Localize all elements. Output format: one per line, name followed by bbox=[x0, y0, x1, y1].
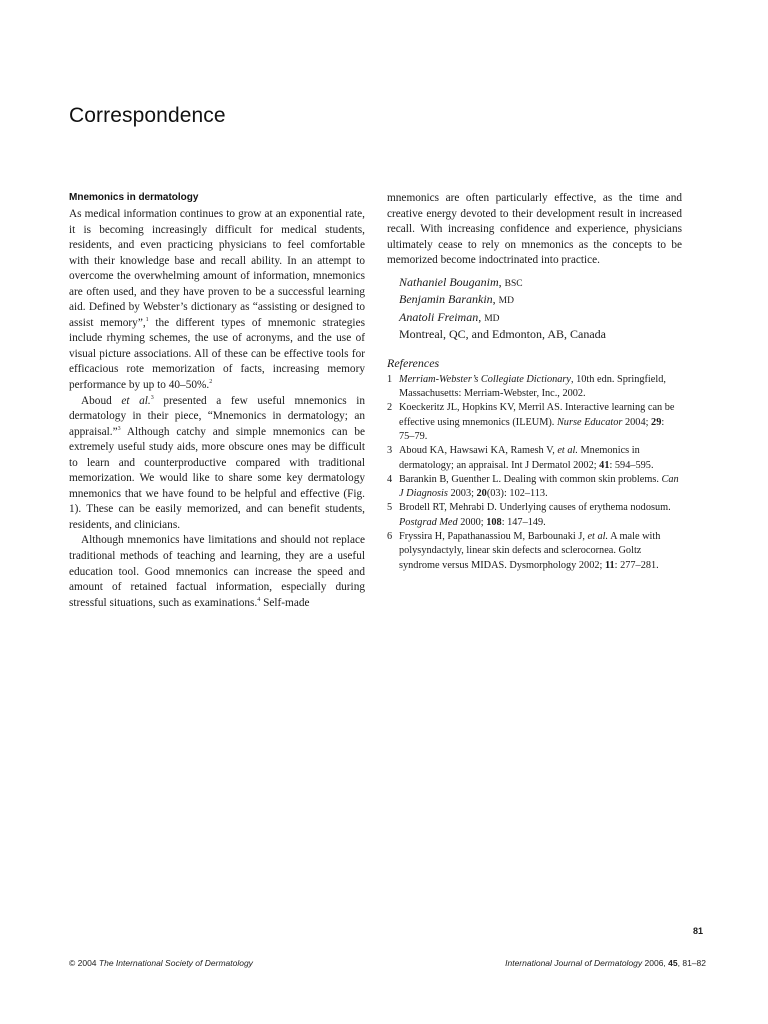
paragraph-3 bbox=[69, 533, 365, 611]
footnote-marker: 3 bbox=[150, 394, 154, 401]
reference-volume: 11 bbox=[604, 559, 615, 571]
reference-text: , 10th edn. Springfield, Massachusetts: Merriam-Webster, Inc., 2002. bbox=[399, 373, 666, 400]
author-degree: MD bbox=[498, 296, 514, 307]
footer-volume: 45 bbox=[668, 958, 678, 968]
footer-text: © 2004 bbox=[69, 958, 99, 968]
references-heading: References bbox=[387, 355, 440, 370]
author-name: Benjamin Barankin bbox=[399, 292, 493, 307]
reference-journal: Merriam-Webster’s Collegiate Dictionary bbox=[399, 373, 571, 385]
paragraph-2-text-c: Although catchy and simple mnemonics can be extremely useful study aids, more obscure ones may be difficult to learn and counterproductive compared with traditional memorization. We would like to share some key dermatology mnemonics that we have found to be helpful and effective (Fig. 1). These can be easily memorized, and can benefit students, residents, and clinicians. bbox=[69, 425, 365, 531]
reference-text: Koeckeritz JL, Hopkins KV, Merril AS. Interactive learning can be effective using mnemonics (ILEUM). bbox=[399, 402, 675, 428]
article-heading: Mnemonics in dermatology bbox=[69, 192, 199, 203]
reference-text: Barankin B, Guenther L. Dealing with common skin problems. bbox=[399, 473, 662, 485]
reference-text: Mnemonics in dermatology; an appraisal. Int J Dermatol 2002; bbox=[399, 445, 640, 471]
references-list bbox=[387, 373, 682, 573]
paragraph-3-continued bbox=[387, 191, 682, 269]
author-line: Benjamin Barankin, MD bbox=[399, 292, 514, 307]
footnote-marker: 4 bbox=[257, 596, 261, 603]
reference-volume: 29 bbox=[651, 416, 662, 428]
reference-number: 2 bbox=[387, 402, 393, 414]
reference-number: 3 bbox=[387, 445, 393, 457]
paragraph-1 bbox=[69, 207, 365, 394]
paragraph-3-text-b-right: mnemonics are often particularly effective, as the time and creative energy devoted to their development result in increased recall. With increasing confidence and experience, physicians ultimately cease to rely on mnemonics as the concepts to be memorized become indoctrinated into practice. bbox=[387, 192, 682, 267]
paragraph-3-text-a: Although mnemonics have limitations and should not replace traditional methods of teaching and learning, they are a useful education tool. Good mnemonics can increase the speed and amount of retained factual information, especially during stressful situations, such as examinations. bbox=[69, 534, 365, 609]
reference-text: Fryssira H, Papathanassiou M, Barbounaki J, bbox=[399, 531, 588, 542]
reference-number: 5 bbox=[387, 502, 393, 514]
reference-journal: Can J Diagnosis bbox=[399, 473, 679, 500]
paragraph-2-text-a: Aboud bbox=[81, 394, 122, 407]
affiliation: Montreal, QC, and Edmonton, AB, Canada bbox=[399, 327, 606, 342]
footer-society: The International Society of Dermatology bbox=[98, 958, 253, 968]
reference-item bbox=[387, 401, 682, 444]
right-column bbox=[387, 191, 682, 573]
reference-journal: Nurse Educator bbox=[556, 416, 623, 428]
reference-pages: : 594–595. bbox=[609, 459, 654, 471]
footer-journal: International Journal of Dermatology bbox=[505, 958, 643, 968]
reference-pages: : 75–79. bbox=[399, 416, 665, 442]
footer-text: 2006, bbox=[642, 958, 669, 968]
author-degree: BSC bbox=[504, 278, 523, 289]
reference-pages: : 147–149. bbox=[501, 516, 546, 528]
page-number: 81 bbox=[693, 926, 704, 936]
reference-volume: 41 bbox=[599, 459, 610, 471]
reference-number: 6 bbox=[387, 531, 393, 542]
author-line: Nathaniel Bouganim, BSC bbox=[399, 274, 523, 289]
reference-etal: et al. bbox=[557, 445, 578, 457]
reference-item bbox=[387, 444, 682, 473]
reference-number: 4 bbox=[387, 473, 393, 485]
paragraph-2 bbox=[69, 394, 365, 534]
reference-item bbox=[387, 373, 682, 402]
footnote-marker: 1 bbox=[145, 317, 149, 324]
reference-text: 2004; bbox=[622, 416, 652, 428]
footer-copyright bbox=[69, 958, 253, 968]
reference-text: Brodell RT, Mehrabi D. Underlying causes of erythema nodosum. bbox=[399, 502, 671, 514]
page-title: Correspondence bbox=[69, 104, 226, 127]
reference-number: 1 bbox=[387, 373, 393, 385]
reference-pages: : 277–281. bbox=[614, 559, 659, 571]
paragraph-2-etal: et al. bbox=[121, 394, 151, 407]
reference-text: A male with polysyndactyly, linear skin defects and sclerocornea. Goltz syndrome versus MIDAS. Dysmorphology 2002; bbox=[399, 531, 661, 571]
reference-etal: et al. bbox=[587, 531, 609, 542]
left-column bbox=[69, 191, 365, 611]
reference-text: 2003; bbox=[447, 488, 477, 500]
author-name: Anatoli Freiman bbox=[399, 309, 479, 324]
paragraph-1-text-b: the different types of mnemonic strategies include rhyming schemes, the use of acronyms, and the use of visual picture associations. All of these can be effective tools for efficacious rote memorization of facts, increasing memory performance by up to 40–50%. bbox=[69, 316, 365, 392]
reference-item bbox=[387, 473, 682, 502]
reference-volume: 20 bbox=[476, 488, 487, 500]
paragraph-1-text-a: As medical information continues to grow at an exponential rate, it is becoming increasingly difficult for medical students, residents, and even practicing physicians to feel comfortable with their knowledge base and recall ability. In an attempt to overcome the overwhelming amount of information, mnemonics are often used, and they have proven to be a successful learning aid. Defined by Webster’s dictionary as “assisting or designed to assist memory”, bbox=[69, 208, 365, 329]
paragraph-3-text-b-left: Self-made bbox=[260, 596, 310, 609]
author-name: Nathaniel Bouganim bbox=[399, 274, 499, 289]
author-line: Anatoli Freiman, MD bbox=[399, 309, 500, 324]
reference-volume: 108 bbox=[486, 516, 502, 528]
reference-text: Aboud KA, Hawsawi KA, Ramesh V, bbox=[399, 445, 558, 457]
reference-pages: (03): 102–113. bbox=[486, 488, 548, 500]
reference-item bbox=[387, 530, 682, 573]
reference-text: 2000; bbox=[457, 516, 487, 528]
author-degree: MD bbox=[484, 313, 500, 324]
footer-pages: , 81–82 bbox=[677, 958, 706, 968]
footnote-marker: 3 bbox=[117, 425, 121, 432]
reference-item bbox=[387, 501, 682, 530]
paragraph-2-text-b: presented a few useful mnemonics in dermatology in their piece, “Mnemonics in dermatology; an appraisal.” bbox=[69, 394, 366, 438]
footnote-marker: 2 bbox=[209, 379, 213, 386]
authors-block bbox=[399, 275, 682, 343]
reference-journal: Postgrad Med bbox=[399, 516, 458, 528]
footer-citation bbox=[505, 958, 706, 968]
